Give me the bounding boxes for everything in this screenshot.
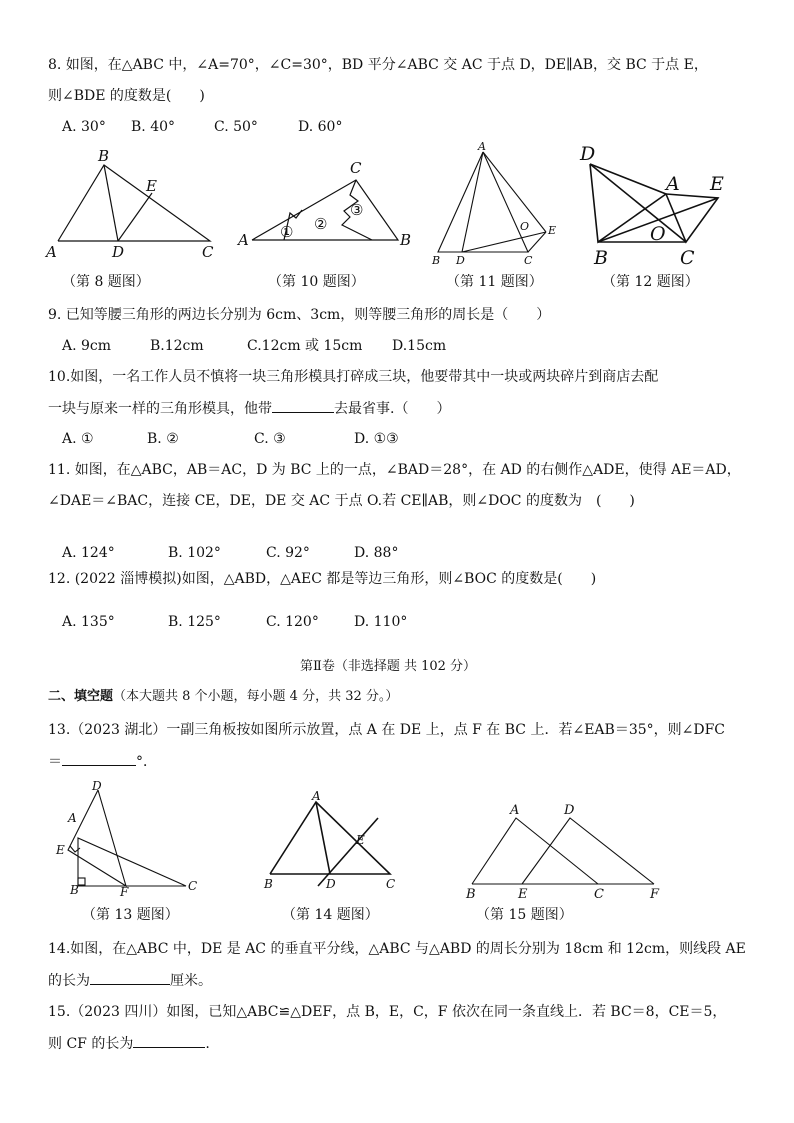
q10-stem-line2-a: 一块与原来一样的三角形模具，他带 (48, 401, 272, 417)
f11-label-o: O (520, 220, 530, 233)
q8-option-b: B. 40° (131, 119, 176, 135)
q11-option-b: B. 102° (168, 545, 221, 561)
q10-option-d: D. ①③ (354, 431, 399, 447)
f12-label-e: E (710, 173, 724, 195)
f15-label-f: F (650, 887, 660, 902)
q13-stem-line2-b: °． (136, 754, 157, 770)
part-heading (48, 687, 398, 707)
caption-q11: （第 11 题图） (446, 274, 543, 290)
f11-label-b: B (432, 254, 441, 267)
f10-label-c: C (350, 159, 362, 177)
part-heading-note: （本大题共 8 个小题，每小题 4 分，共 32 分。） (113, 689, 399, 704)
f11-label-c: C (524, 254, 533, 267)
f8-label-e: E (146, 177, 157, 195)
f11-label-d: D (456, 254, 465, 267)
q15-stem-line1: 15.（2023 四川）如图，已知△ABC≌△DEF，点 B，E，C，F 依次在同一条直线上．若 BC＝8，CE＝5， (48, 1004, 727, 1020)
f12-label-o: O (650, 223, 666, 245)
f8-label-d: D (112, 243, 125, 261)
f13-label-f: F (120, 885, 129, 899)
q11-option-a: A. 124° (62, 545, 115, 561)
f14-label-c: C (386, 877, 396, 891)
q10-option-a: A. ① (62, 431, 94, 447)
caption-q10: （第 10 题图） (268, 274, 365, 290)
part-heading-label: 二、填空题 (48, 689, 114, 704)
q10-stem-line2-b: 去最省事.（ ） (334, 401, 451, 417)
caption-q12: （第 12 题图） (602, 274, 699, 290)
caption-q8: （第 8 题图） (62, 274, 150, 290)
q11-stem-line1: 11. 如图，在△ABC，AB＝AC，D 为 BC 上的一点，∠BAD＝28°，在 AD 的右侧作△ADE，使得 AE＝AD， (48, 462, 741, 478)
caption-q13: （第 13 题图） (82, 907, 179, 923)
f14-label-a: A (312, 789, 321, 803)
f14-label-e: E (356, 833, 365, 847)
q9-option-c: C.12cm 或 15cm (247, 338, 363, 354)
q14-stem-line2-a: 的长为 (48, 973, 90, 989)
f10-label-b: B (400, 231, 412, 249)
q9-option-b: B.12cm (150, 338, 204, 354)
q8-stem-line1: 8. 如图，在△ABC 中，∠A=70°，∠C=30°，BD 平分∠ABC 交 AC 于点 D，DE∥AB，交 BC 于点 E， (48, 57, 708, 73)
f15-label-d: D (564, 803, 575, 818)
q12-option-a: A. 135° (62, 614, 115, 630)
f13-label-a: A (68, 811, 77, 825)
q10-option-c: C. ③ (254, 431, 286, 447)
q9-option-d: D.15cm (392, 338, 447, 354)
q10-stem-line2 (48, 398, 450, 419)
f15-label-e: E (518, 887, 528, 902)
q8-option-a: A. 30° (62, 119, 106, 135)
f10-label-a: A (238, 231, 249, 249)
q12-option-b: B. 125° (168, 614, 221, 630)
f15-label-a: A (510, 803, 520, 818)
q13-stem-line1: 13.（2023 湖北）一副三角板按如图所示放置，点 A 在 DE 上，点 F 在 BC 上．若∠EAB＝35°，则∠DFC (48, 722, 726, 738)
section-title: 第Ⅱ卷（非选择题 共 102 分） (300, 659, 477, 674)
figure-q15 (462, 798, 672, 902)
q12-option-d: D. 110° (354, 614, 408, 630)
q15-stem-line2-a: 则 CF 的长为 (48, 1036, 134, 1052)
q11-option-d: D. 88° (354, 545, 399, 561)
q13-stem-line2 (48, 751, 157, 772)
figure-q10 (232, 155, 422, 255)
q13-stem-line2-a: ＝ (48, 754, 62, 770)
caption-q15: （第 15 题图） (476, 907, 573, 923)
caption-q14: （第 14 题图） (282, 907, 379, 923)
q12-option-c: C. 120° (266, 614, 319, 630)
q8-option-c: C. 50° (214, 119, 258, 135)
f12-label-b: B (594, 247, 608, 269)
f8-label-c: C (202, 243, 214, 261)
f8-label-a: A (46, 243, 57, 261)
q8-stem-line2: 则∠BDE 的度数是( ) (48, 88, 205, 104)
figure-q11 (428, 140, 568, 268)
q14-stem-line2-b: 厘米。 (170, 973, 212, 989)
q11-stem-line2: ∠DAE＝∠BAC，连接 CE，DE，DE 交 AC 于点 O.若 CE∥AB，则∠DOC 的度数为 ( ) (48, 493, 635, 509)
q9-option-a: A. 9cm (62, 338, 112, 354)
f11-label-e: E (548, 224, 557, 237)
figure-q12 (576, 140, 736, 270)
f13-label-b: B (70, 883, 79, 897)
q9-stem: 9. 已知等腰三角形的两边长分别为 6cm、3cm，则等腰三角形的周长是（ ） (48, 307, 551, 323)
f12-label-c: C (680, 247, 695, 269)
figure-q14 (258, 790, 408, 894)
f11-label-a: A (478, 140, 486, 153)
q11-option-c: C. 92° (266, 545, 310, 561)
f12-label-a: A (666, 173, 680, 195)
figure-q13 (50, 778, 210, 898)
f14-label-b: B (264, 877, 273, 891)
f8-label-b: B (98, 147, 110, 165)
f10-piece-1: ① (280, 223, 294, 241)
f15-label-b: B (466, 887, 476, 902)
f12-label-d: D (580, 143, 596, 165)
f10-piece-3: ③ (350, 201, 364, 219)
q13-answer-blank[interactable] (62, 751, 136, 766)
f15-label-c: C (594, 887, 604, 902)
q14-stem-line2 (48, 970, 212, 991)
q15-stem-line2 (48, 1033, 210, 1054)
q10-option-b: B. ② (147, 431, 179, 447)
q10-stem-line1: 10.如图，一名工作人员不慎将一块三角形模具打碎成三块，他要带其中一块或两块碎片到商店去配 (48, 369, 659, 385)
f10-piece-2: ② (314, 215, 328, 233)
q12-stem: 12. (2022 淄博模拟)如图，△ABD，△AEC 都是等边三角形，则∠BOC 的度数是( ) (48, 571, 597, 587)
figure-q8 (40, 145, 230, 265)
f14-label-d: D (326, 877, 336, 891)
q14-answer-blank[interactable] (90, 970, 170, 985)
q15-answer-blank[interactable] (133, 1033, 205, 1048)
q8-option-d: D. 60° (298, 119, 343, 135)
q14-stem-line1: 14.如图，在△ABC 中，DE 是 AC 的垂直平分线，△ABC 与△ABD 的周长分别为 18cm 和 12cm，则线段 AE (48, 941, 746, 957)
f13-label-d: D (92, 779, 102, 793)
f13-label-c: C (188, 879, 198, 893)
q10-answer-blank[interactable] (272, 398, 334, 413)
f13-label-e: E (56, 843, 65, 857)
q15-stem-line2-b: . (205, 1036, 210, 1052)
